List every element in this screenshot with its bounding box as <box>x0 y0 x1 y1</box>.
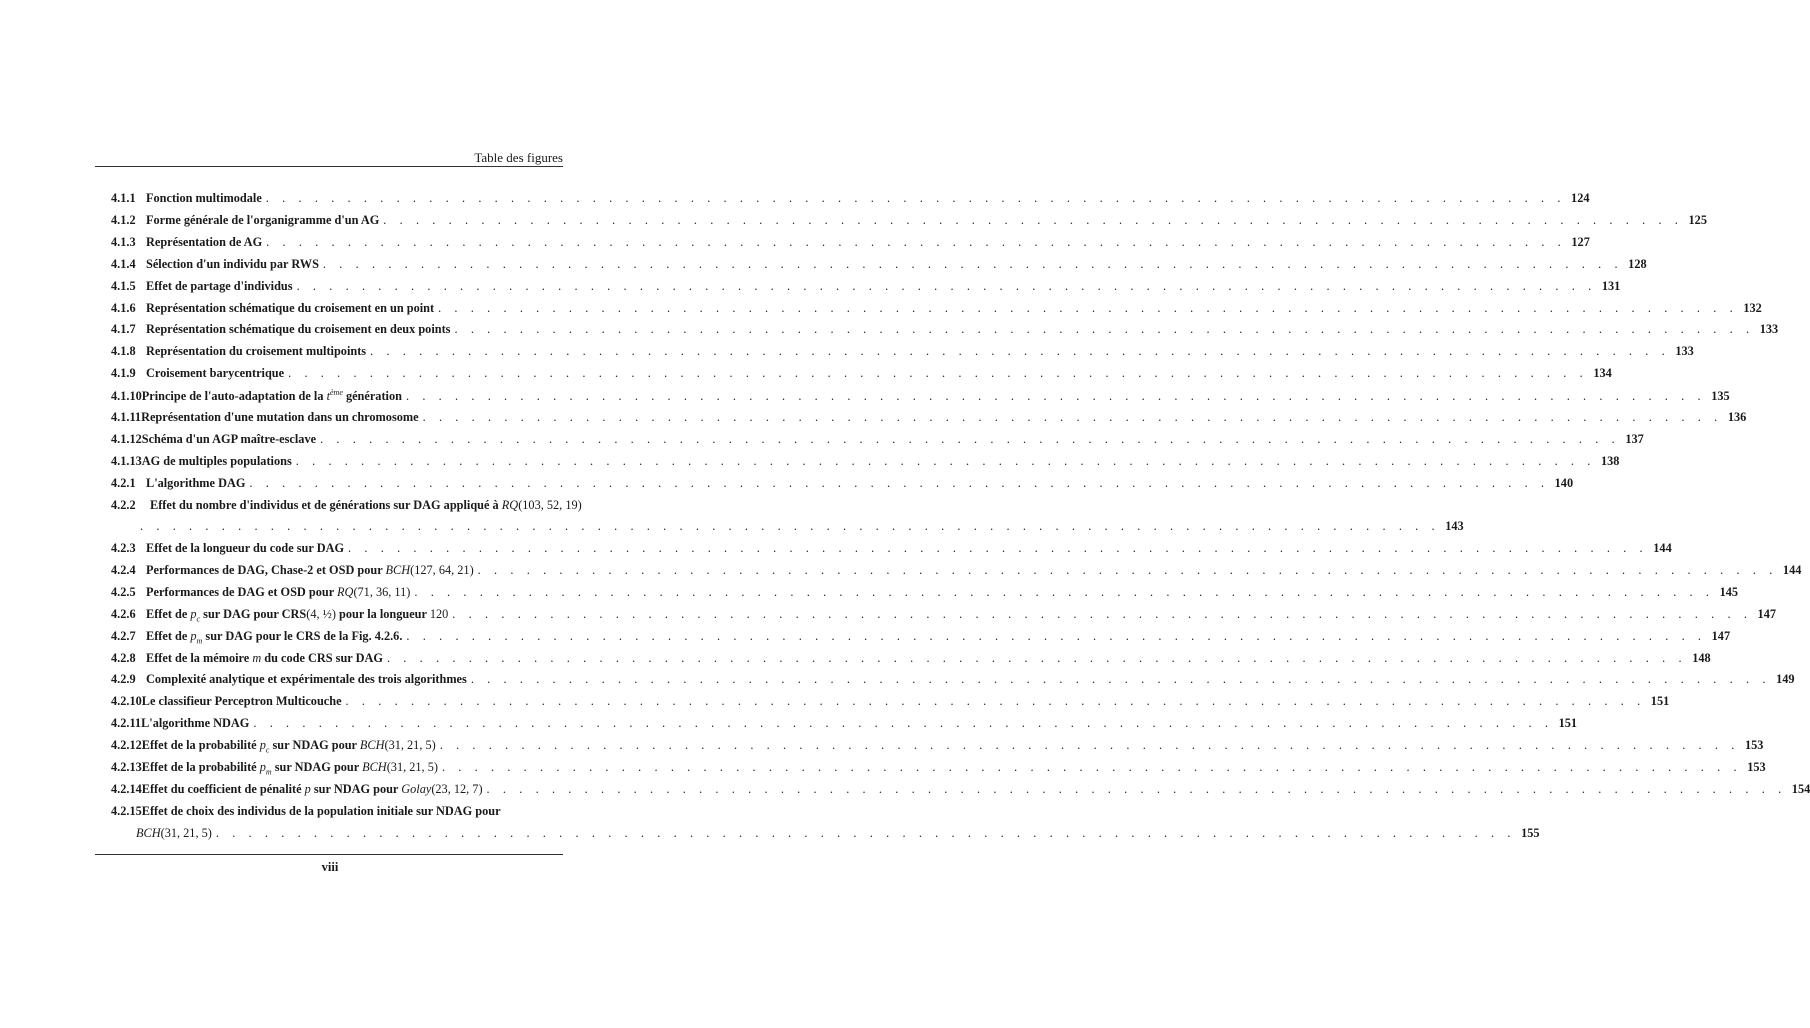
toc-entry[interactable] <box>111 628 1731 646</box>
figure-title <box>142 432 316 447</box>
toc-entry[interactable] <box>111 562 1802 579</box>
figure-title <box>146 476 245 491</box>
figure-number: 4.1.9 <box>111 366 136 381</box>
figure-title <box>146 563 474 578</box>
figure-number: 4.2.2 <box>111 497 136 512</box>
figure-title <box>146 279 293 294</box>
footer-rule <box>95 854 563 855</box>
toc-entry[interactable] <box>111 300 1762 317</box>
toc-entry[interactable] <box>111 650 1711 667</box>
figure-title <box>146 651 383 666</box>
title-text: génération <box>342 389 402 404</box>
figure-title <box>142 388 402 404</box>
title-text: Le classifieur Perceptron Multicouche <box>141 694 342 709</box>
dot-leader: . . . . . . . . . . . . . . . . . . . . . . . . . . . . . . . . . . . . . . . . . . . . . . . . . . . . . . . . . . . . . . . . . . . . . . . . . . . . . . . . <box>296 278 1597 293</box>
title-text: sur DAG pour CRS <box>200 606 307 621</box>
title-text: du code CRS sur DAG <box>261 650 383 665</box>
toc-entry[interactable] <box>111 191 1590 207</box>
title-text: Représentation schématique du croisement en deux points <box>146 322 451 337</box>
math-symbol: p <box>304 781 311 796</box>
figure-number: 4.1.12 <box>111 431 142 446</box>
figure-title <box>142 738 436 754</box>
dot-leader: . . . . . . . . . . . . . . . . . . . . . . . . . . . . . . . . . . . . . . . . . . . . . . . . . . . . . . . . . . . . . . . . . . . . . . . . . . . . . . . . <box>265 191 1566 205</box>
toc-entry[interactable] <box>111 519 1464 535</box>
page-ref: 134 <box>1593 366 1612 381</box>
toc-entry[interactable] <box>111 475 1574 492</box>
figure-number: 4.1.5 <box>111 278 136 293</box>
dot-leader: . . . . . . . . . . . . . . . . . . . . . . . . . . . . . . . . . . . . . . . . . . . . . . . . . . . . . . . . . . . . . . . . . . . . . . . . . . . . . . . . <box>452 606 1752 621</box>
page-ref: 128 <box>1628 256 1647 271</box>
page-ref: 147 <box>1711 628 1731 643</box>
title-text: Performances de DAG, Chase-2 et OSD pour <box>146 562 386 577</box>
figure-number: 4.1.6 <box>111 300 136 315</box>
title-text: Effet de la probabilité <box>141 738 260 753</box>
figure-title <box>146 672 467 687</box>
figure-title <box>146 585 410 600</box>
toc-entry[interactable] <box>111 672 1795 688</box>
title-text: (23, 12, 7) <box>431 781 483 796</box>
math-symbol: BCH <box>362 760 387 774</box>
figure-title <box>141 410 419 425</box>
figure-number: 4.1.10 <box>111 389 142 404</box>
page-number: viii <box>321 860 339 874</box>
figure-number: 4.1.7 <box>111 322 136 337</box>
dot-leader: . . . . . . . . . . . . . . . . . . . . . . . . . . . . . . . . . . . . . . . . . . . . . . . . . . . . . . . . . . . . . . . . . . . . . . . . . . . . . . . . <box>322 256 1623 271</box>
math-symbol: p <box>190 606 197 621</box>
dot-leader: . . . . . . . . . . . . . . . . . . . . . . . . . . . . . . . . . . . . . . . . . . . . . . . . . . . . . . . . . . . . . . . . . . . . . . . . . . . . . . . . <box>438 300 1738 315</box>
math-symbol: BCH <box>136 825 161 840</box>
title-text: Effet du nombre d'individus et de générations sur DAG appliqué à <box>150 497 502 512</box>
figure-title <box>146 541 344 556</box>
figure-number: 4.2.7 <box>111 628 136 643</box>
figure-number: 4.2.3 <box>111 541 136 555</box>
figure-title <box>146 607 448 623</box>
page-ref: 153 <box>1747 760 1766 774</box>
math-symbol: p <box>190 628 197 643</box>
dot-leader: . . . . . . . . . . . . . . . . . . . . . . . . . . . . . . . . . . . . . . . . . . . . . . . . . . . . . . . . . . . . . . . . . . . . . . . . . . . . . . . . <box>253 716 1554 731</box>
figure-title <box>146 213 379 228</box>
title-text: Schéma d'un AGP maître-esclave <box>141 431 317 446</box>
title-text: 120 <box>429 606 449 621</box>
title-text: Effet de <box>146 628 191 643</box>
title-text: Forme générale de l'organigramme d'un AG <box>146 212 380 227</box>
figure-number: 4.1.1 <box>111 191 136 205</box>
page-ref: 151 <box>1650 694 1670 709</box>
figure-number: 4.1.8 <box>111 344 136 359</box>
title-text: Effet de la longueur du code sur DAG <box>146 541 345 555</box>
page-ref: 135 <box>1711 389 1730 404</box>
figure-number: 4.2.1 <box>111 475 136 490</box>
dot-leader: . . . . . . . . . . . . . . . . . . . . . . . . . . . . . . . . . . . . . . . . . . . . . . . . . . . . . . . . . . . . . . . . . . . . . . . . . . . . . . . . <box>249 475 1550 490</box>
figure-title <box>146 344 366 359</box>
dot-leader: . . . . . . . . . . . . . . . . . . . . . . . . . . . . . . . . . . . . . . . . . . . . . . . . . . . . . . . . . . . . . . . . . . . . . . . . . . . . . . . . <box>470 672 1771 687</box>
figure-title <box>141 716 249 731</box>
dot-leader: . . . . . . . . . . . . . . . . . . . . . . . . . . . . . . . . . . . . . . . . . . . . . . . . . . . . . . . . . . . . . . . . . . . . . . . . . . . . . . . . <box>345 694 1646 709</box>
page-ref: 133 <box>1759 322 1779 337</box>
title-text: Effet de la probabilité <box>141 760 260 774</box>
math-symbol: c <box>265 745 270 755</box>
dot-leader: . . . . . . . . . . . . . . . . . . . . . . . . . . . . . . . . . . . . . . . . . . . . . . . . . . . . . . . . . . . . . . . . . . . . . . . . . . . . . . . . <box>140 519 1440 534</box>
title-text: Effet de partage d'individus <box>146 278 293 293</box>
figure-number: 4.2.6 <box>111 606 136 621</box>
math-symbol: m <box>252 650 262 665</box>
math-symbol: RQ <box>337 584 354 599</box>
figure-title <box>146 257 319 272</box>
dot-leader: . . . . . . . . . . . . . . . . . . . . . . . . . . . . . . . . . . . . . . . . . . . . . . . . . . . . . . . . . . . . . . . . . . . . . . . . . . . . . . . . <box>288 366 1588 381</box>
page-ref: 145 <box>1719 584 1739 599</box>
figure-number: 4.2.15 <box>111 803 142 818</box>
running-header: Table des figures <box>474 150 563 165</box>
page-ref: 143 <box>1445 519 1464 534</box>
toc-entry[interactable] <box>111 431 1644 448</box>
figure-number: 4.2.5 <box>111 584 136 599</box>
title-text: L'algorithme NDAG <box>141 716 250 731</box>
page-ref: 147 <box>1757 606 1776 621</box>
figure-number: 4.1.13 <box>111 453 142 468</box>
toc-entry[interactable] <box>111 584 1739 601</box>
dot-leader: . . . . . . . . . . . . . . . . . . . . . . . . . . . . . . . . . . . . . . . . . . . . . . . . . . . . . . . . . . . . . . . . . . . . . . . . . . . . . . . . <box>422 410 1723 424</box>
dot-leader: . . . . . . . . . . . . . . . . . . . . . . . . . . . . . . . . . . . . . . . . . . . . . . . . . . . . . . . . . . . . . . . . . . . . . . . . . . . . . . . . <box>215 825 1516 840</box>
figure-number: 4.2.11 <box>111 716 142 731</box>
title-text: (31, 21, 5) <box>384 738 436 753</box>
title-text: Croisement barycentrique <box>146 366 285 381</box>
figure-title <box>146 322 450 337</box>
toc-entry[interactable] <box>111 716 1578 732</box>
page-ref: 144 <box>1782 562 1802 577</box>
toc-entry[interactable] <box>111 344 1694 360</box>
page-ref: 149 <box>1776 672 1795 687</box>
figure-title <box>146 301 434 316</box>
page-ref: 151 <box>1558 716 1578 731</box>
page-ref: 132 <box>1743 300 1762 315</box>
page-ref: 138 <box>1601 453 1620 468</box>
dot-leader: . . . . . . . . . . . . . . . . . . . . . . . . . . . . . . . . . . . . . . . . . . . . . . . . . . . . . . . . . . . . . . . . . . . . . . . . . . . . . . . . <box>486 781 1787 796</box>
title-text: Effet de choix des individus de la population initiale sur NDAG pour <box>141 803 501 818</box>
figure-number: 4.1.4 <box>111 256 136 271</box>
title-text: sur NDAG pour <box>310 781 402 796</box>
dot-leader: . . . . . . . . . . . . . . . . . . . . . . . . . . . . . . . . . . . . . . . . . . . . . . . . . . . . . . . . . . . . . . . . . . . . . . . . . . . . . . . . <box>441 760 1742 774</box>
title-text: Principe de l'auto-adaptation de la <box>141 389 327 404</box>
toc-entry[interactable] <box>111 497 582 514</box>
dot-leader: . . . . . . . . . . . . . . . . . . . . . . . . . . . . . . . . . . . . . . . . . . . . . . . . . . . . . . . . . . . . . . . . . . . . . . . . . . . . . . . . <box>406 628 1707 643</box>
figure-title <box>142 804 501 819</box>
page-ref: 148 <box>1692 650 1711 665</box>
toc-entry[interactable] <box>111 760 1766 777</box>
title-text: (127, 64, 21) <box>410 562 474 577</box>
dot-leader: . . . . . . . . . . . . . . . . . . . . . . . . . . . . . . . . . . . . . . . . . . . . . . . . . . . . . . . . . . . . . . . . . . . . . . . . . . . . . . . . <box>370 344 1670 359</box>
toc-entry[interactable] <box>111 541 1672 557</box>
toc-entry[interactable] <box>111 694 1670 710</box>
page-ref: 124 <box>1571 191 1590 205</box>
title-text: Représentation du croisement multipoints <box>146 344 367 359</box>
toc-entry[interactable] <box>111 212 1707 229</box>
title-text: sur DAG pour le CRS de la Fig. 4.2.6. <box>202 628 403 643</box>
toc-entry[interactable] <box>111 234 1590 251</box>
title-text: sur NDAG pour <box>271 760 363 774</box>
dot-leader: . . . . . . . . . . . . . . . . . . . . . . . . . . . . . . . . . . . . . . . . . . . . . . . . . . . . . . . . . . . . . . . . . . . . . . . . . . . . . . . . <box>439 738 1740 753</box>
title-text: sur NDAG pour <box>269 738 360 753</box>
title-text: Représentation de AG <box>146 234 263 249</box>
page-ref: 125 <box>1688 212 1707 227</box>
dot-leader: . . . . . . . . . . . . . . . . . . . . . . . . . . . . . . . . . . . . . . . . . . . . . . . . . . . . . . . . . . . . . . . . . . . . . . . . . . . . . . . . <box>295 453 1596 468</box>
dot-leader: . . . . . . . . . . . . . . . . . . . . . . . . . . . . . . . . . . . . . . . . . . . . . . . . . . . . . . . . . . . . . . . . . . . . . . . . . . . . . . . . <box>383 212 1683 227</box>
figure-title <box>142 694 342 709</box>
page-ref: 127 <box>1571 234 1590 249</box>
figure-title-continued <box>136 826 212 841</box>
toc-entry[interactable] <box>111 322 1779 338</box>
figure-title <box>146 191 262 206</box>
math-symbol: t <box>326 389 330 404</box>
dot-leader: . . . . . . . . . . . . . . . . . . . . . . . . . . . . . . . . . . . . . . . . . . . . . . . . . . . . . . . . . . . . . . . . . . . . . . . . . . . . . . . . <box>405 389 1706 404</box>
figure-title <box>142 454 292 469</box>
figure-title <box>146 235 262 250</box>
title-text: pour la longueur <box>335 606 430 621</box>
toc-entry[interactable] <box>111 825 1540 842</box>
dot-leader: . . . . . . . . . . . . . . . . . . . . . . . . . . . . . . . . . . . . . . . . . . . . . . . . . . . . . . . . . . . . . . . . . . . . . . . . . . . . . . . . <box>386 650 1687 665</box>
toc-entry[interactable] <box>111 781 1810 798</box>
title-text: L'algorithme DAG <box>146 475 246 490</box>
page-ref: 131 <box>1601 278 1621 293</box>
figure-title <box>146 629 402 645</box>
title-text: Performances de DAG et OSD pour <box>146 584 338 599</box>
figure-number: 4.2.14 <box>111 781 142 796</box>
figure-number: 4.2.8 <box>111 650 136 665</box>
title-text: AG de multiples populations <box>141 453 292 468</box>
math-symbol: Golay <box>401 781 432 796</box>
figure-title <box>142 782 483 797</box>
dot-leader: . . . . . . . . . . . . . . . . . . . . . . . . . . . . . . . . . . . . . . . . . . . . . . . . . . . . . . . . . . . . . . . . . . . . . . . . . . . . . . . . <box>414 584 1715 599</box>
toc-entry[interactable] <box>111 606 1776 624</box>
figure-number: 4.2.4 <box>111 562 136 577</box>
title-text: (31, 21, 5) <box>386 760 438 774</box>
title-text: Fonction multimodale <box>146 191 262 205</box>
toc-entry[interactable] <box>111 410 1747 426</box>
figure-number: 4.2.10 <box>111 694 142 709</box>
title-text: (71, 36, 11) <box>353 584 411 599</box>
toc-entry[interactable] <box>111 738 1764 755</box>
dot-leader: . . . . . . . . . . . . . . . . . . . . . . . . . . . . . . . . . . . . . . . . . . . . . . . . . . . . . . . . . . . . . . . . . . . . . . . . . . . . . . . . <box>477 562 1778 577</box>
math-symbol: RQ <box>501 497 519 512</box>
toc-entry[interactable] <box>111 453 1620 470</box>
figure-number: 4.2.9 <box>111 672 136 687</box>
toc-entry[interactable] <box>111 256 1647 273</box>
title-text: Effet de la mémoire <box>146 650 253 665</box>
math-symbol: m <box>265 767 272 777</box>
toc-entry[interactable] <box>111 278 1621 295</box>
toc-entry[interactable] <box>111 804 567 820</box>
math-symbol: m <box>196 636 203 646</box>
figure-number: 4.1.3 <box>111 234 136 249</box>
math-symbol: p <box>259 738 266 753</box>
header-rule <box>95 166 563 167</box>
dot-leader: . . . . . . . . . . . . . . . . . . . . . . . . . . . . . . . . . . . . . . . . . . . . . . . . . . . . . . . . . . . . . . . . . . . . . . . . . . . . . . . . <box>266 234 1566 249</box>
figure-number: 4.2.13 <box>111 760 142 774</box>
page-ref: 153 <box>1744 738 1764 753</box>
page-ref: 154 <box>1791 781 1810 796</box>
figure-title <box>146 366 284 381</box>
title-text: Sélection d'un individu par RWS <box>146 256 319 271</box>
figure-number: 4.1.2 <box>111 212 136 227</box>
dot-leader: . . . . . . . . . . . . . . . . . . . . . . . . . . . . . . . . . . . . . . . . . . . . . . . . . . . . . . . . . . . . . . . . . . . . . . . . . . . . . . . . <box>348 541 1648 555</box>
page-ref: 136 <box>1727 410 1747 424</box>
title-text: Complexité analytique et expérimentale des trois algorithmes <box>146 672 467 687</box>
math-symbol: p <box>259 760 266 774</box>
dot-leader: . . . . . . . . . . . . . . . . . . . . . . . . . . . . . . . . . . . . . . . . . . . . . . . . . . . . . . . . . . . . . . . . . . . . . . . . . . . . . . . . <box>320 431 1620 446</box>
math-symbol: BCH <box>359 738 385 753</box>
title-text: Représentation schématique du croisement en un point <box>146 300 435 315</box>
page-ref: 137 <box>1625 431 1644 446</box>
math-symbol: c <box>196 614 201 624</box>
figure-number: 4.1.11 <box>111 410 142 424</box>
title-text: Effet de <box>146 606 191 621</box>
math-symbol: BCH <box>385 562 411 577</box>
toc-entry[interactable] <box>111 366 1612 382</box>
page-ref: 144 <box>1653 541 1672 555</box>
figure-number: 4.2.12 <box>111 738 142 753</box>
dot-leader: . . . . . . . . . . . . . . . . . . . . . . . . . . . . . . . . . . . . . . . . . . . . . . . . . . . . . . . . . . . . . . . . . . . . . . . . . . . . . . . . <box>454 322 1755 337</box>
math-symbol: ème <box>329 388 343 398</box>
title-text: (4, ½) <box>306 606 336 621</box>
figure-title <box>142 760 438 776</box>
title-text: (103, 52, 19) <box>518 497 582 512</box>
page-ref: 155 <box>1521 825 1540 840</box>
page-ref: 133 <box>1675 344 1694 359</box>
page-ref: 140 <box>1554 475 1574 490</box>
figure-title <box>150 498 582 513</box>
title-text: (31, 21, 5) <box>160 825 212 840</box>
toc-entry[interactable] <box>111 388 1730 404</box>
title-text: Représentation d'une mutation dans un chromosome <box>141 410 419 424</box>
title-text: Effet du coefficient de pénalité <box>141 781 305 796</box>
